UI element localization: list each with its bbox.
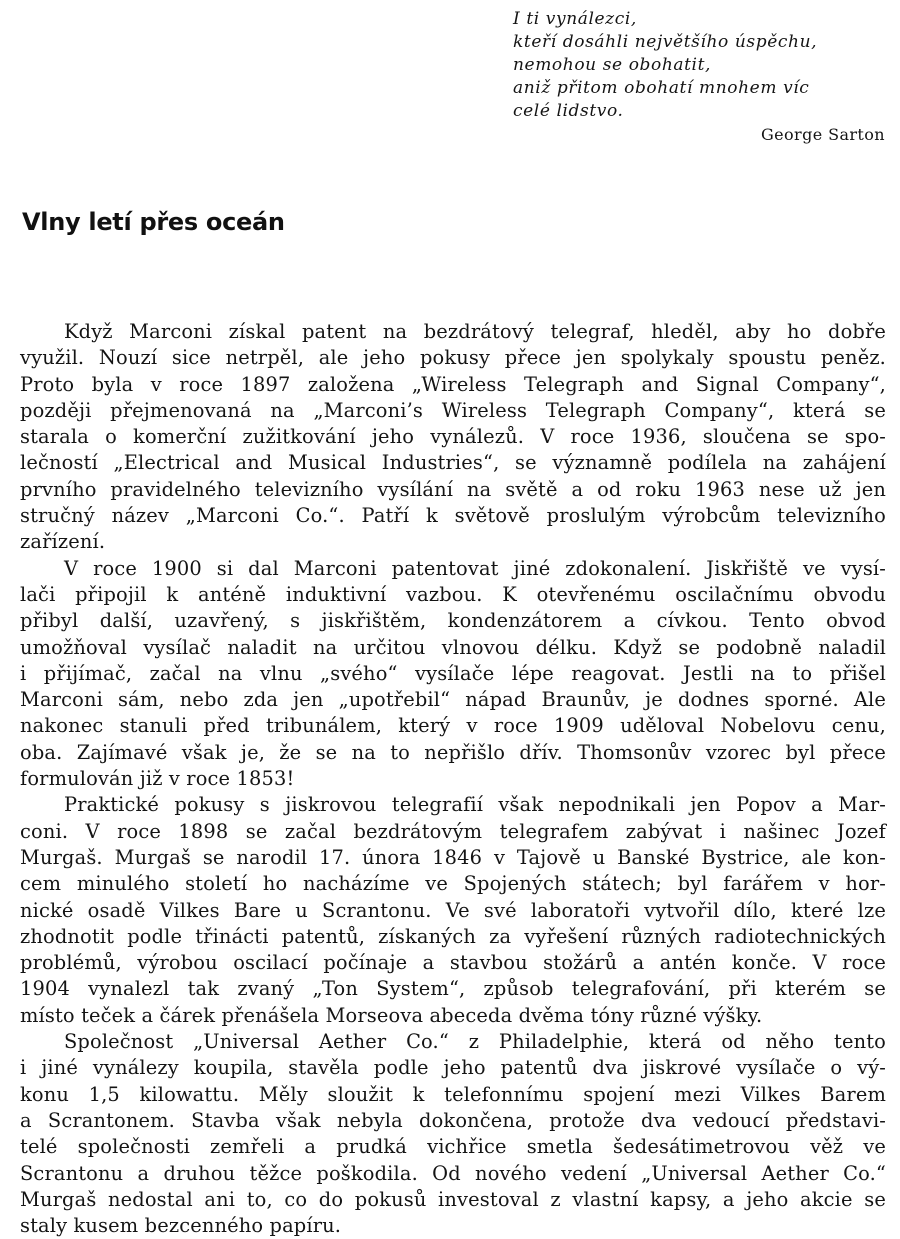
epigraph-line: I ti vynálezci, <box>513 9 637 29</box>
paragraph <box>20 319 886 556</box>
text-line: nakonec stanuli před tribunálem, který v roce 1909 uděloval Nobelovu cenu, <box>20 714 886 738</box>
text-line: coni. V roce 1898 se začal bezdrátovým telegrafem zabývat i našinec Jozef <box>20 819 886 843</box>
chapter-title: Vlny letí přes oceán <box>22 208 285 236</box>
paragraph <box>20 556 886 793</box>
text-line: Společnost „Universal Aether Co.“ z Philadelphie, která od něho tento <box>64 1030 886 1054</box>
paragraph <box>20 1029 886 1239</box>
text-line: místo teček a čárek přenášela Morseova abeceda dvěma tóny různé výšky. <box>20 1003 763 1027</box>
text-line: zhodnotit podle třinácti patentů, získaných za vyřešení různých radiotechnických <box>20 924 886 948</box>
text-line: umožňoval vysílač naladit na určitou vlnovou délku. Když se podobně naladil <box>20 635 886 659</box>
text-line: starala o komerční zužitkování jeho vynálezů. V roce 1936, sloučena se spo- <box>20 425 886 449</box>
text-line: i jiné vynálezy koupila, stavěla podle jeho patentů dva jiskrové vysílače o vý- <box>20 1056 886 1080</box>
text-line: cem minulého století ho nacházíme ve Spojených státech; byl farářem v hor- <box>20 872 886 896</box>
text-line: a Scrantonem. Stavba však nebyla dokončena, protože dva vedoucí představi- <box>20 1108 886 1132</box>
text-line: i přijímač, začal na vlnu „svého“ vysílače lépe reagovat. Jestli na to přišel <box>20 661 886 685</box>
text-line: telé společnosti zemřeli a prudká vichřice smetla šedesátimetrovou věž ve <box>20 1135 886 1159</box>
text-line: lači připojil k anténě induktivní vazbou. K otevřenému oscilačnímu obvodu <box>20 582 886 606</box>
text-line: lečností „Electrical and Musical Industries“, se významně podílela na zahájení <box>20 451 886 475</box>
text-line: problémů, výrobou oscilací počínaje a stavbou stožárů a antén konče. V roce <box>20 951 886 975</box>
epigraph-author: George Sarton <box>760 125 885 144</box>
text-line: využil. Nouzí sice netrpěl, ale jeho pokusy přece jen spolykaly spoustu peněz. <box>20 346 886 370</box>
text-line: konu 1,5 kilowattu. Měly sloužit k telefonnímu spojení mezi Vilkes Barem <box>20 1082 886 1106</box>
text-line: prvního pravidelného televizního vysílání na světě a od roku 1963 nese už jen <box>20 477 886 501</box>
text-line: zařízení. <box>20 530 106 554</box>
epigraph <box>513 8 893 146</box>
text-line: Když Marconi získal patent na bezdrátový telegraf, hleděl, aby ho dobře <box>64 320 886 343</box>
text-line: formulován již v roce 1853! <box>20 767 295 791</box>
text-line: oba. Zajímavé však je, že se na to nepřišlo dřív. Thomsonův vzorec byl přece <box>20 740 886 764</box>
paragraph <box>20 792 886 1029</box>
text-line: nické osadě Vilkes Bare u Scrantonu. Ve své laboratoři vytvořil dílo, které lze <box>20 898 886 922</box>
text-line: Murgaš nedostal ani to, co do pokusů investoval z vlastní kapsy, a jeho akcie se <box>20 1187 886 1211</box>
epigraph-line: nemohou se obohatit, <box>513 55 712 75</box>
epigraph-line: aniž přitom obohatí mnohem víc <box>513 78 810 98</box>
text-line: stručný název „Marconi Co.“. Patří k světově proslulým výrobcům televizního <box>20 504 886 528</box>
body-text <box>20 319 886 1239</box>
text-line: staly kusem bezcenného papíru. <box>20 1214 342 1238</box>
epigraph-line: celé lidstvo. <box>513 101 624 121</box>
text-line: Praktické pokusy s jiskrovou telegrafií však nepodnikali jen Popov a Mar- <box>64 793 886 817</box>
epigraph-line: kteří dosáhli největšího úspěchu, <box>513 32 818 52</box>
text-line: V roce 1900 si dal Marconi patentovat jiné zdokonalení. Jiskřiště ve vysí- <box>64 556 886 580</box>
text-line: Proto byla v roce 1897 založena „Wireless Telegraph and Signal Company“, <box>20 372 886 396</box>
text-line: později přejmenovaná na „Marconi’s Wireless Telegraph Company“, která se <box>20 398 886 422</box>
text-line: Murgaš. Murgaš se narodil 17. února 1846 v Tajově u Banské Bystrice, ale kon- <box>20 845 886 869</box>
text-line: přibyl další, uzavřený, s jiskřištěm, kondenzátorem a cívkou. Tento obvod <box>20 609 886 633</box>
text-line: Marconi sám, nebo zda jen „upotřebil“ nápad Braunův, je dodnes sporné. Ale <box>20 688 886 712</box>
text-line: 1904 vynalezl tak zvaný „Ton System“, způsob telegrafování, při kterém se <box>20 977 886 1001</box>
text-line: Scrantonu a druhou těžce poškodila. Od nového vedení „Universal Aether Co.“ <box>20 1161 886 1185</box>
